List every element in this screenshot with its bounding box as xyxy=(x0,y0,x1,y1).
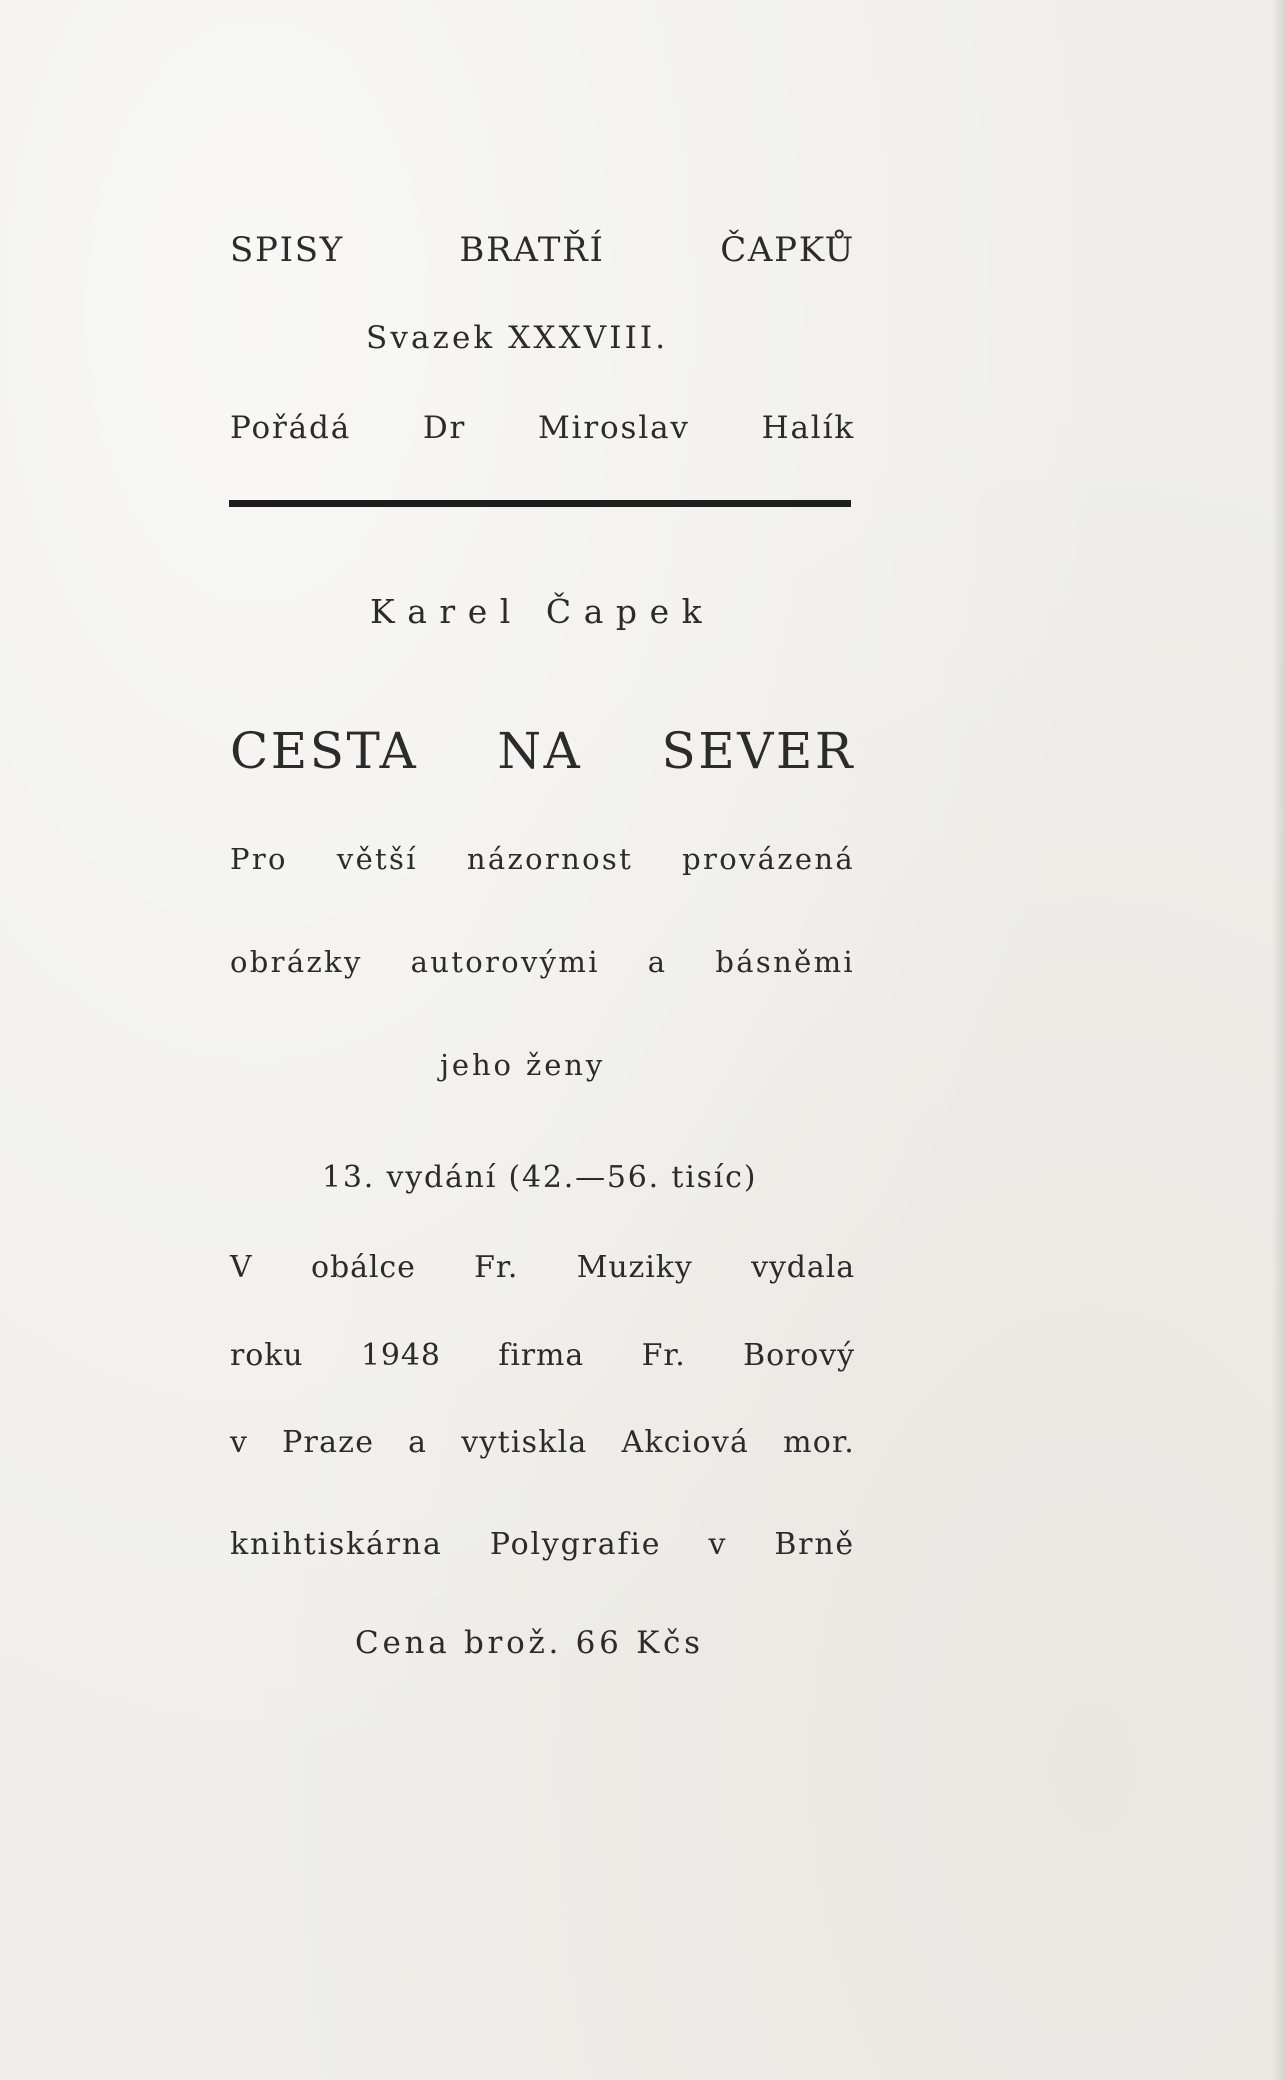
word: v xyxy=(230,1425,249,1460)
word: ČAPKŮ xyxy=(720,230,855,270)
word: obrázky xyxy=(230,945,363,979)
subtitle-line-2 xyxy=(230,945,855,979)
publisher-line-1 xyxy=(230,1250,855,1285)
word: Borový xyxy=(743,1338,855,1373)
publisher-line-4 xyxy=(230,1527,855,1562)
edition-line: 13. vydání (42.—56. tisíc) xyxy=(322,1160,758,1195)
word: obálce xyxy=(311,1250,416,1285)
word: Miroslav xyxy=(537,410,690,446)
word: názornost xyxy=(466,842,634,876)
word: NA xyxy=(497,722,583,780)
word: roku xyxy=(230,1338,304,1373)
book-title xyxy=(230,722,855,780)
word: SEVER xyxy=(661,722,855,780)
page-edge-shadow xyxy=(1272,0,1286,2080)
word: Muziky xyxy=(576,1250,693,1285)
word: Halík xyxy=(761,410,855,446)
word: V xyxy=(230,1250,253,1285)
word: Polygrafie xyxy=(489,1527,662,1562)
word: BRATŘÍ xyxy=(459,230,605,270)
word: a xyxy=(647,945,668,979)
word: větší xyxy=(336,842,418,876)
word: Brně xyxy=(774,1527,855,1562)
word: Akciová xyxy=(621,1425,750,1460)
word: básněmi xyxy=(715,945,855,979)
word: 1948 xyxy=(360,1338,441,1373)
word: Fr. xyxy=(474,1250,519,1285)
word: v xyxy=(708,1527,728,1562)
word: a xyxy=(408,1425,428,1460)
word: autorovými xyxy=(410,945,600,979)
word: Pořádá xyxy=(230,410,352,446)
word: vytiskla xyxy=(461,1425,588,1460)
word: knihtiskárna xyxy=(230,1527,443,1562)
word: vydala xyxy=(751,1250,855,1285)
publisher-line-2 xyxy=(230,1338,855,1373)
word: Praze xyxy=(282,1425,375,1460)
word: mor. xyxy=(783,1425,855,1460)
editor-line xyxy=(230,410,855,446)
price-line: Cena brož. 66 Kčs xyxy=(355,1625,704,1661)
volume-number: Svazek XXXVIII. xyxy=(366,320,669,356)
horizontal-rule xyxy=(229,500,851,507)
word: provázená xyxy=(682,842,855,876)
word: Fr. xyxy=(641,1338,686,1373)
subtitle-line-1 xyxy=(230,842,855,876)
word: firma xyxy=(498,1338,585,1373)
word: CESTA xyxy=(230,722,419,780)
publisher-line-3 xyxy=(230,1425,855,1460)
subtitle-line-3: jeho ženy xyxy=(440,1048,606,1082)
word: SPISY xyxy=(230,230,344,270)
word: Pro xyxy=(230,842,288,876)
word: Dr xyxy=(422,410,467,446)
author-name: Karel Čapek xyxy=(370,592,715,631)
series-title xyxy=(230,230,855,270)
